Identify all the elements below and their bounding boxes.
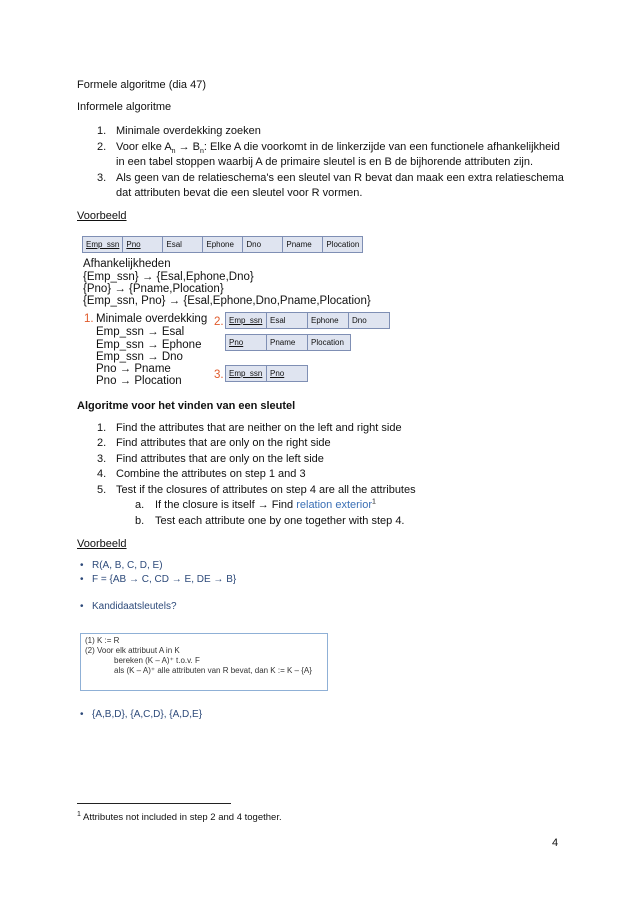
bullet-marker: • <box>80 601 84 612</box>
bullet-marker: • <box>80 574 84 585</box>
schema-main-cell: Plocation <box>323 237 363 253</box>
key-num-4: 4. <box>97 468 107 480</box>
schema-table-b <box>225 334 351 351</box>
table-b-cell: Plocation <box>308 335 351 351</box>
step3-number: 3. <box>214 369 224 381</box>
voorbeeld-heading-2: Voorbeeld <box>77 538 127 550</box>
alg-line-4: als (K – A)⁺ alle attributen van R bevat, dan K := K – {A} <box>114 666 312 675</box>
bullet-marker: • <box>80 709 84 720</box>
key-item-3: Find attributes that are only on the left side <box>116 453 324 465</box>
schema-main-cell: Pno <box>123 237 163 253</box>
afh-line-3: {Emp_ssn, Pno} → {Esal,Ephone,Dno,Pname,Plocation} <box>83 295 371 307</box>
table-c-cell: Pno <box>267 366 308 382</box>
step1-number: 1. <box>84 313 94 325</box>
key-item-5: Test if the closures of attributes on step 4 are all the attributes <box>116 484 416 496</box>
informal-num-1: 1. <box>97 125 107 137</box>
informal-item-2-line1: Voor elke $A_n \to B_n$: Elke A die voorkomt in de linkerzijde van een functionele afhankelijkheid <box>116 141 560 156</box>
alg-line-1: (1) K := R <box>85 636 120 645</box>
step1-line-5: Pno → Plocation <box>96 375 182 387</box>
algorithm-box <box>80 633 328 691</box>
footnote: $^1$ Attributes not included in step 2 and 4 together. <box>77 810 282 823</box>
key-num-5: 5. <box>97 484 107 496</box>
table-a-cell: Ephone <box>308 313 349 329</box>
candidate-keys-answer: {A,B,D}, {A,C,D}, {A,D,E} <box>92 709 203 720</box>
step1-line-2: Emp_ssn → Ephone <box>96 339 202 351</box>
schema-table-a <box>225 312 390 329</box>
voorbeeld-heading-1: Voorbeeld <box>77 210 127 222</box>
footnote-ref[interactable]: 1 <box>372 498 376 506</box>
table-c-cell: Emp_ssn <box>226 366 267 382</box>
table-a-cell: Emp_ssn <box>226 313 267 329</box>
table-b-cell: Pno <box>226 335 267 351</box>
alg-line-2: (2) Voor elk attribuut A in K <box>85 646 180 655</box>
afh-line-2: {Pno} → {Pname,Plocation} <box>83 283 224 295</box>
schema-main-cell: Pname <box>283 237 323 253</box>
informal-item-3-line1: Als geen van de relatieschema's een sleutel van R bevat dan maak een extra relatieschema <box>116 172 564 184</box>
key-num-2: 2. <box>97 437 107 449</box>
table-b-cell: Pname <box>267 335 308 351</box>
bullet-fds: F = {AB → C, CD → E, DE → B} <box>92 574 237 585</box>
sub-num-b: b. <box>135 515 145 527</box>
informal-item-1: Minimale overdekking zoeken <box>116 125 261 137</box>
schema-main-cell: Dno <box>243 237 283 253</box>
footnote-separator <box>77 803 231 804</box>
schema-main-cell: Ephone <box>203 237 243 253</box>
heading-key-algorithm: Algoritme voor het vinden van een sleutel <box>77 400 296 412</box>
step1-line-3: Emp_ssn → Dno <box>96 351 183 363</box>
afh-title: Afhankelijkheden <box>83 258 171 270</box>
key-num-3: 3. <box>97 453 107 465</box>
table-a-cell: Esal <box>267 313 308 329</box>
schema-main-cell: Emp_ssn <box>83 237 123 253</box>
key-item-1: Find the attributes that are neither on the left and right side <box>116 422 402 434</box>
step1-line-4: Pno → Pname <box>96 363 171 375</box>
key-item-2: Find attributes that are only on the right side <box>116 437 331 449</box>
informal-item-2-line2: in een tabel stoppen waarbij A de primaire sleutel is en B de bijhorende attributen zijn. <box>116 156 534 168</box>
schema-table-c <box>225 365 308 382</box>
table-a-cell: Dno <box>349 313 390 329</box>
sub-num-a: a. <box>135 499 145 511</box>
bullet-relation: R(A, B, C, D, E) <box>92 560 163 571</box>
key-num-1: 1. <box>97 422 107 434</box>
key-item-4: Combine the attributes on step 1 and 3 <box>116 468 306 480</box>
relation-exterior-link[interactable]: relation exterior <box>296 499 373 511</box>
informal-item-3-line2: dat attributen bevat die een sleutel voor R vormen. <box>116 187 363 199</box>
page-number: 4 <box>552 837 559 849</box>
bullet-question: Kandidaatsleutels? <box>92 601 177 612</box>
sub-item-a: If the closure is itself → Find relation exterior$^1$ <box>155 498 376 511</box>
step1-line-1: Emp_ssn → Esal <box>96 326 185 338</box>
afh-line-1: {Emp_ssn} → {Esal,Ephone,Dno} <box>83 271 254 283</box>
informal-num-3: 3. <box>97 172 107 184</box>
heading-informal: Informele algoritme <box>77 101 172 113</box>
schema-main-table <box>82 236 363 253</box>
sub-item-b: Test each attribute one by one together with step 4. <box>155 515 405 527</box>
schema-main-cell: Esal <box>163 237 203 253</box>
bullet-marker: • <box>80 560 84 571</box>
informal-num-2: 2. <box>97 141 107 153</box>
heading-formal: Formele algoritme (dia 47) <box>77 79 206 91</box>
step1-title: Minimale overdekking <box>96 313 208 325</box>
step2-number: 2. <box>214 316 224 328</box>
alg-line-3: bereken (K – A)⁺ t.o.v. F <box>114 656 200 665</box>
